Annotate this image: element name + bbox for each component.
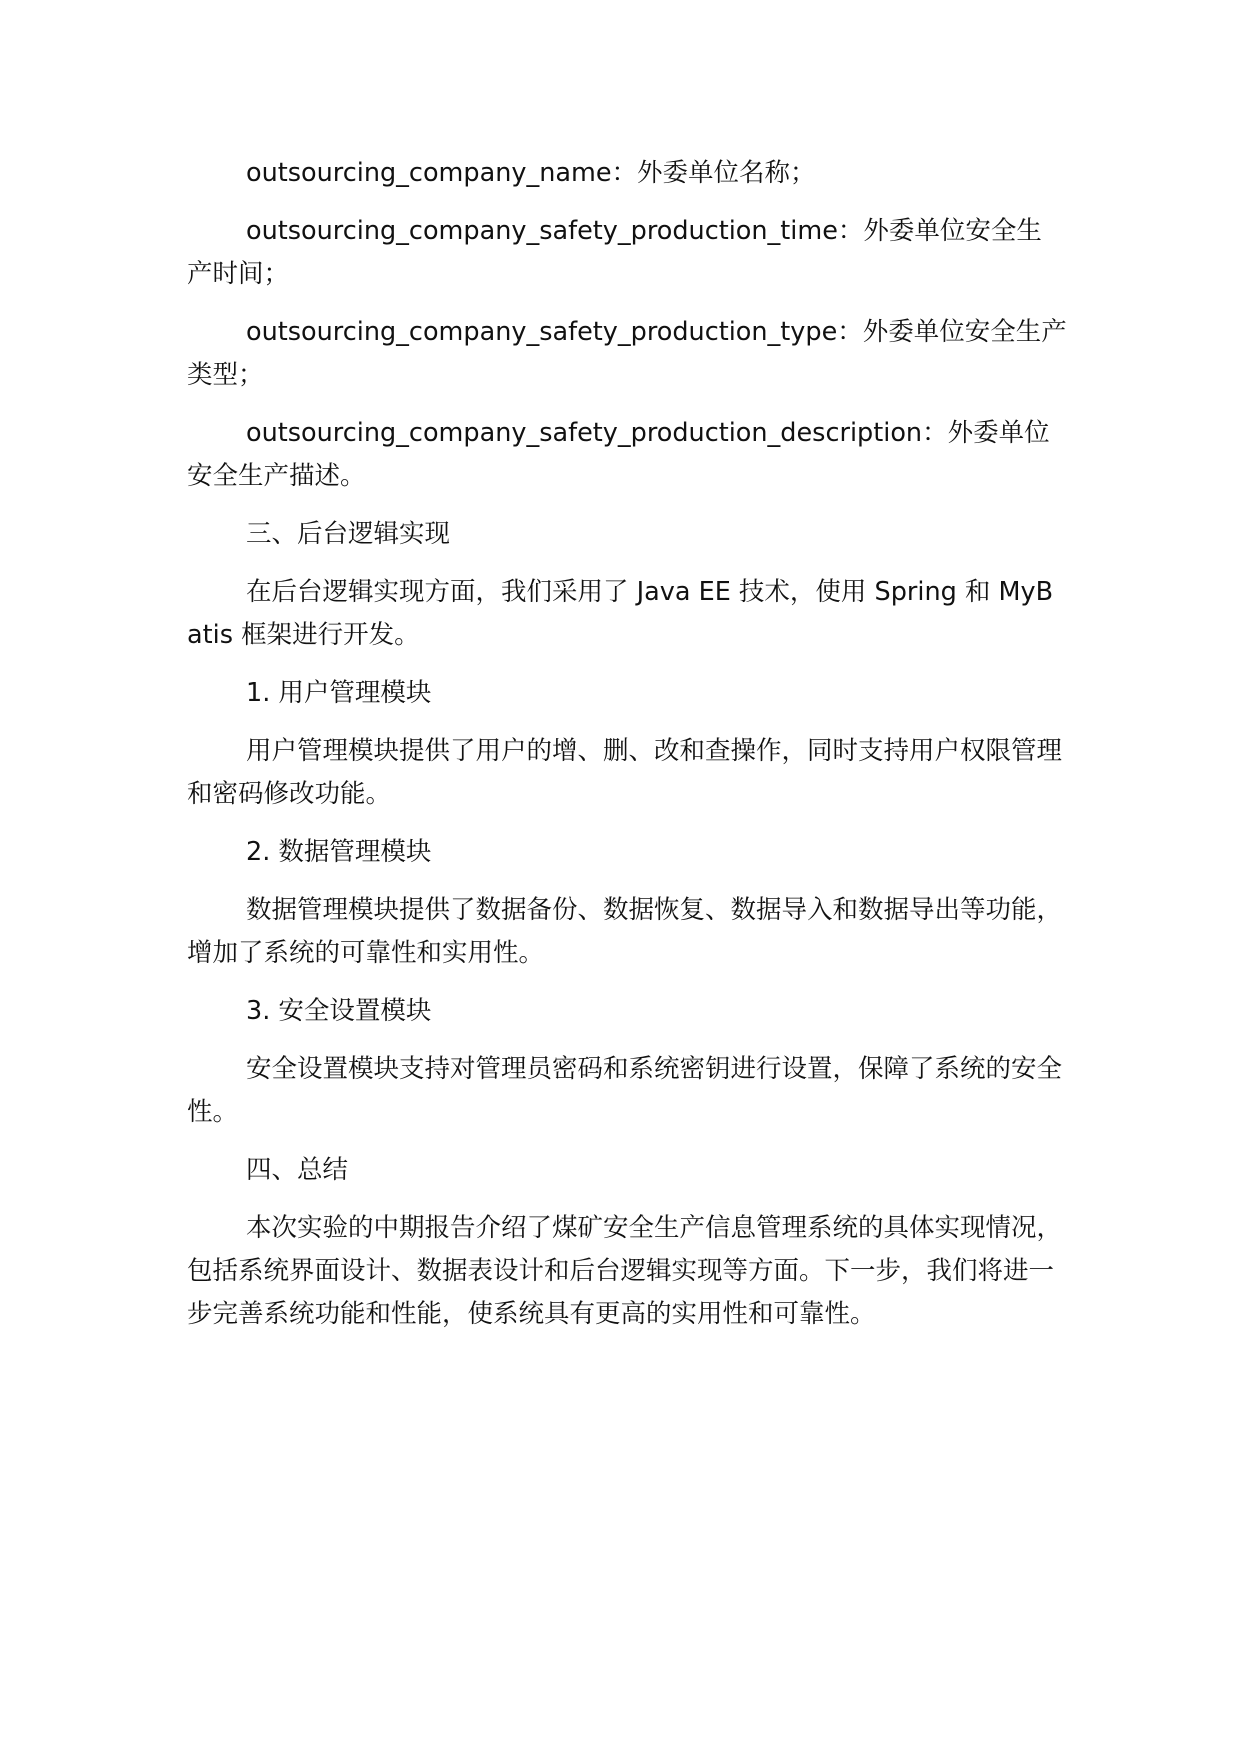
subheading-security-settings: 3. 安全设置模块 <box>246 996 432 1026</box>
user-management-paragraph: 用户管理模块提供了用户的增、删、改和查操作，同时支持用户权限管理和密码修改功能。 <box>187 736 1063 809</box>
subheading-user-management: 1. 用户管理模块 <box>246 678 432 708</box>
field-safety-production-type: outsourcing_company_safety_production_type：外委单位安全生产类型； <box>187 317 1067 390</box>
section-heading-backend-logic: 三、后台逻辑实现 <box>246 519 451 549</box>
data-management-paragraph: 数据管理模块提供了数据备份、数据恢复、数据导入和数据导出等功能，增加了系统的可靠性和实用性。 <box>187 895 1063 968</box>
field-safety-production-time: outsourcing_company_safety_production_time：外委单位安全生产时间； <box>187 216 1042 289</box>
subheading-data-management: 2. 数据管理模块 <box>246 837 432 867</box>
section-heading-summary: 四、总结 <box>246 1155 349 1185</box>
backend-logic-paragraph: 在后台逻辑实现方面，我们采用了 Java EE 技术，使用 Spring 和 MyBatis 框架进行开发。 <box>187 577 1054 650</box>
document-body <box>187 152 1067 1336</box>
field-safety-production-description: outsourcing_company_safety_production_description：外委单位安全生产描述。 <box>187 418 1050 491</box>
field-outsourcing-company-name: outsourcing_company_name：外委单位名称； <box>246 158 816 188</box>
security-settings-paragraph: 安全设置模块支持对管理员密码和系统密钥进行设置，保障了系统的安全性。 <box>187 1054 1063 1127</box>
summary-paragraph: 本次实验的中期报告介绍了煤矿安全生产信息管理系统的具体实现情况，包括系统界面设计、数据表设计和后台逻辑实现等方面。下一步，我们将进一步完善系统功能和性能，使系统具有更高的实用性和可靠性。 <box>187 1213 1063 1329</box>
